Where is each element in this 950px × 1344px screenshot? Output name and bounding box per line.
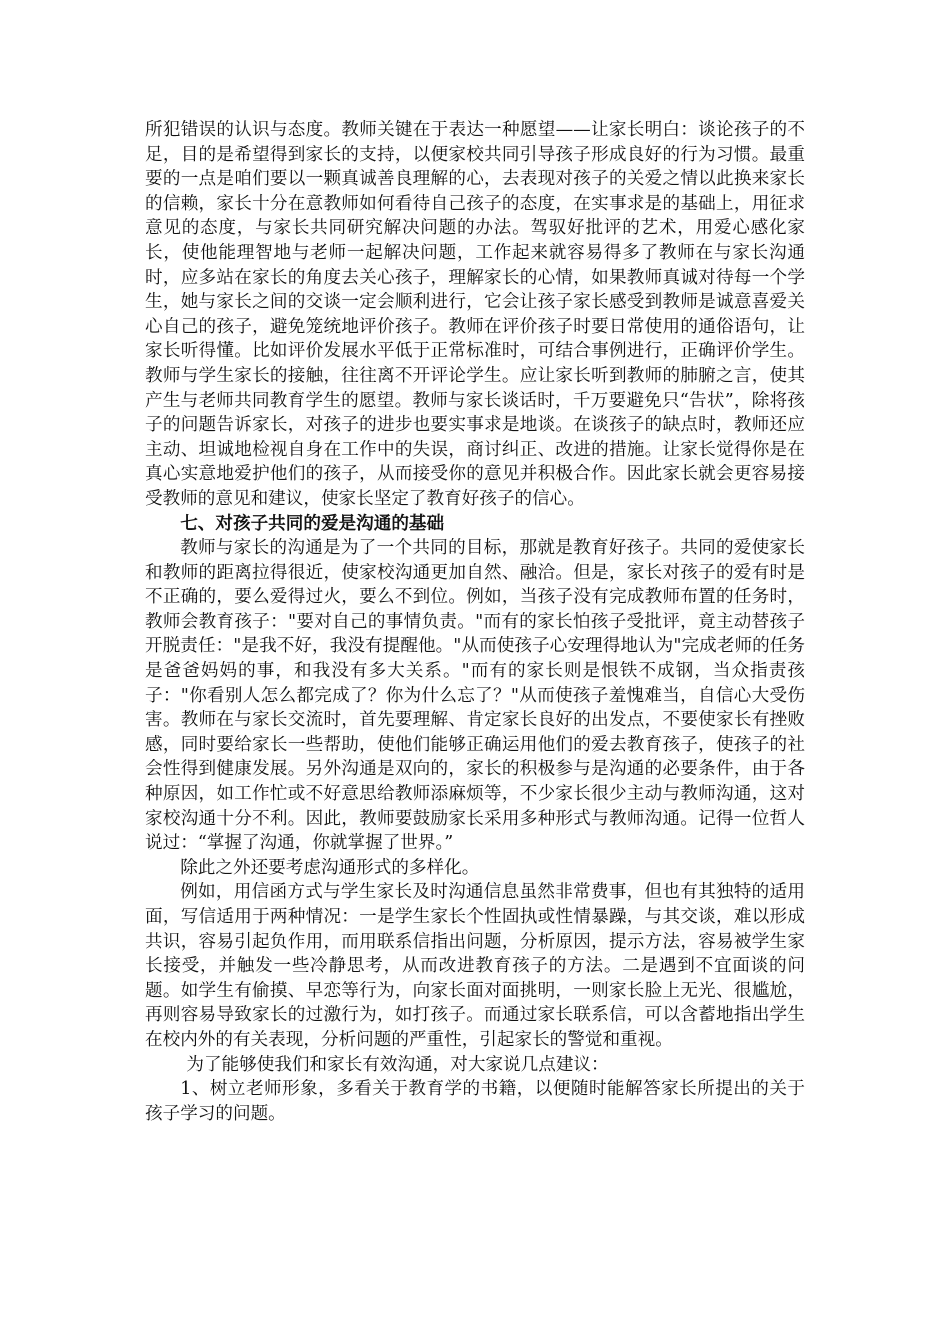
paragraph-suggestions-intro: 为了能够使我们和家长有效沟通，对大家说几点建议： <box>186 1054 609 1075</box>
section-heading: 七、对孩子共同的爱是沟通的基础 <box>180 512 445 534</box>
paragraph-letters: 例如，用信函方式与学生家长及时沟通信息虽然非常费事，但也有其独特的适用面，写信适用于两种情况：一是学生家长个性固执或性情暴躁，与其交谈，难以形成共识，容易引起负作用，而用联系信指出问题，分析原因，提示方法，容易被学生家长接受，并触发一些冷静思考，从而改进教育孩子的方法。二是遇到不宜面谈的问题。如学生有偷摸、早恋等行为，向家长面对面挑明，一则家长脸上无光、很尴尬，再则容易导致家长的过激行为，如打孩子。而通过家长联系信，可以含蓄地指出学生在校内外的有关表现，分析问题的严重性，引起家长的警觉和重视。 <box>145 882 805 1050</box>
paragraph-suggestion-1: 1、树立老师形象，多看关于教育学的书籍，以便随时能解答家长所提出的关于孩子学习的问题。 <box>145 1079 805 1124</box>
paragraph-diversity: 除此之外还要考虑沟通形式的多样化。 <box>180 857 480 878</box>
paragraph-continuation: 所犯错误的认识与态度。教师关键在于表达一种愿望——让家长明白：谈论孩子的不足，目的是希望得到家长的支持，以便家校共同引导孩子形成良好的行为习惯。最重要的一点是咱们要以一颗真诚善良理解的心，去表现对孩子的关爱之情以此换来家长的信赖，家长十分在意教师如何看待自己孩子的态度，在实事求是的基础上，用征求意见的态度，与家长共同研究解决问题的办法。驾驭好批评的艺术，用爱心感化家长，使他能理智地与老师一起解决问题，工作起来就容易得多了教师在与家长沟通时，应多站在家长的角度去关心孩子，理解家长的心情，如果教师真诚对待每一个学生，她与家长之间的交谈一定会顺利进行，它会让孩子家长感受到教师是诚意喜爱关心自己的孩子，避免笼统地评价孩子。教师在评价孩子时要日常使用的通俗语句，让家长听得懂。比如评价发展水平低于正常标准时，可结合事例进行，正确评价学生。教师与学生家长的接触，往往离不开评论学生。应让家长听到教师的肺腑之言，使其产生与老师共同教育学生的愿望。教师与家长谈话时，千万要避免只“告状”，除将孩子的问题告诉家长，对孩子的进步也要实事求是地谈。在谈孩子的缺点时，教师还应主动、坦诚地检视自身在工作中的失误，商讨纠正、改进的措施。让家长觉得你是在真心实意地爱护他们的孩子，从而接受你的意见并积极合作。因此家长就会更容易接受教师的意见和建议，使家长坚定了教育好孩子的信心。 <box>145 120 805 509</box>
document-body <box>145 118 805 1126</box>
paragraph-common-goal: 教师与家长的沟通是为了一个共同的目标，那就是教育好孩子。共同的爱使家长和教师的距离拉得很近，使家校沟通更加自然、融洽。但是，家长对孩子的爱有时是不正确的，要么爱得过火，要么不到位。例如，当孩子没有完成教师布置的任务时，教师会教育孩子："要对自己的事情负责。"而有的家长怕孩子受批评，竟主动替孩子开脱责任："是我不好，我没有提醒他。"从而使孩子心安理得地认为"完成老师的任务是爸爸妈妈的事，和我没有多大关系。"而有的家长则是恨铁不成钢，当众指责孩子："你看别人怎么都完成了？你为什么忘了？"从而使孩子羞愧难当，自信心大受伤害。教师在与家长交流时，首先要理解、肯定家长良好的出发点，不要使家长有挫败感，同时要给家长一些帮助，使他们能够正确运用他们的爱去教育孩子，使孩子的社会性得到健康发展。另外沟通是双向的，家长的积极参与是沟通的必要条件，由于各种原因，如工作忙或不好意思给教师添麻烦等，不少家长很少主动与教师沟通，这对家校沟通十分不利。因此，教师要鼓励家长采用多种形式与教师沟通。记得一位哲人说过：“掌握了沟通，你就掌握了世界。” <box>145 538 805 854</box>
